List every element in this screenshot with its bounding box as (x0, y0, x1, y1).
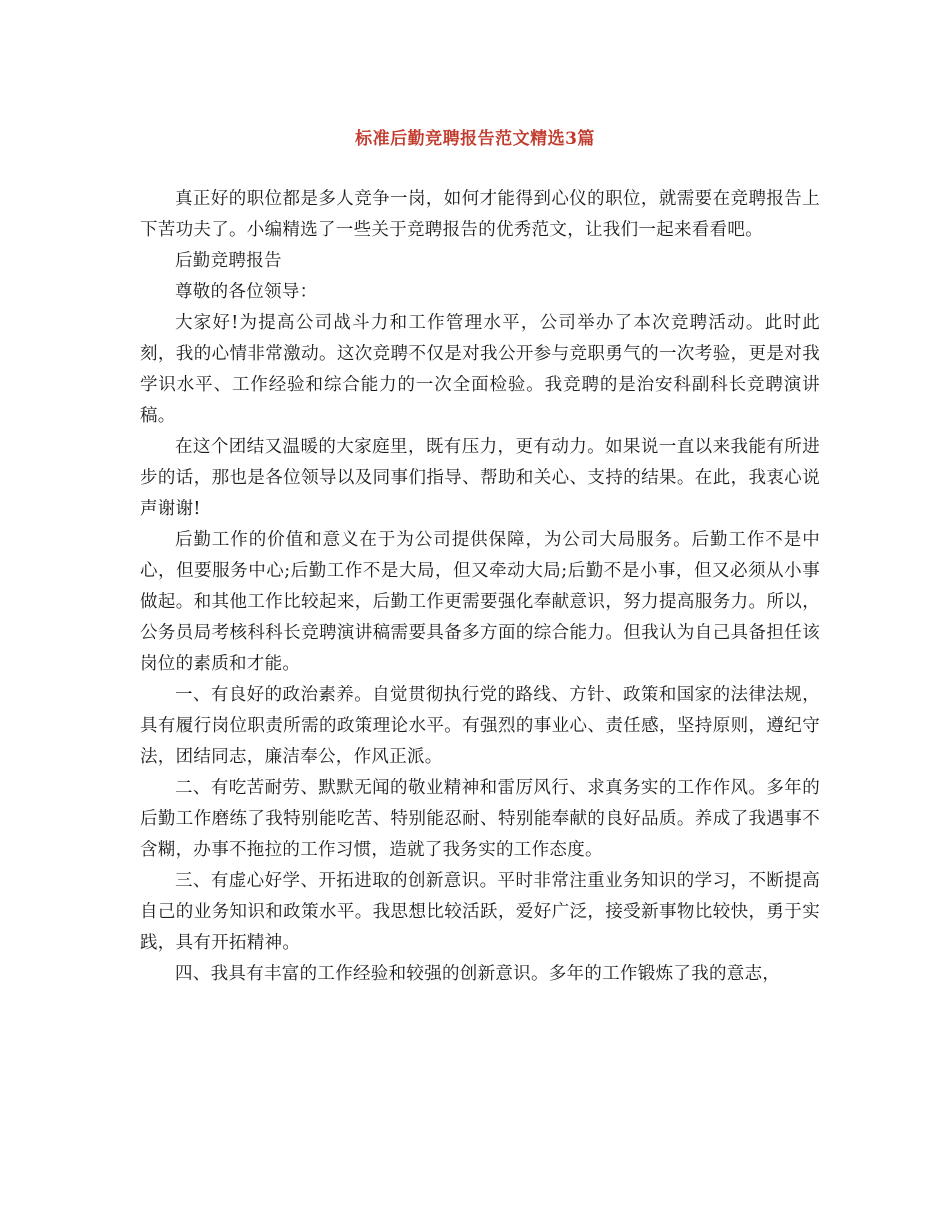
paragraph-thanks: 在这个团结又温暖的大家庭里，既有压力，更有动力。如果说一直以来我能有所进步的话，那也是各位领导以及同事们指导、帮助和关心、支持的结果。在此，我衷心说声谢谢! (140, 437, 820, 519)
paragraph-section-heading: 后勤竞聘报告 (175, 251, 282, 271)
paragraph-value-of-logistics: 后勤工作的价值和意义在于为公司提供保障，为公司大局服务。后勤工作不是中心，但要服务中心;后勤工作不是大局，但又牵动大局;后勤不是小事，但又必须从小事做起。和其他工作比较起来，后勤工作更需要强化奉献意识，努力提高服务力。所以，公务员局考核科科长竞聘演讲稿需要具备多方面的综合能力。但我认为自己具备担任该岗位的素质和才能。 (140, 530, 820, 674)
paragraph-greeting: 大家好!为提高公司战斗力和工作管理水平，公司举办了本次竞聘活动。此时此刻，我的心情非常激动。这次竞聘不仅是对我公开参与竞职勇气的一次考验，更是对我学识水平、工作经验和综合能力的一次全面检验。我竞聘的是治安科副科长竞聘演讲稿。 (140, 313, 820, 426)
paragraph-salutation: 尊敬的各位领导： (175, 282, 318, 302)
paragraph-point-four: 四、我具有丰富的工作经验和较强的创新意识。多年的工作锻炼了我的意志， (175, 964, 781, 984)
document-body (140, 184, 820, 990)
paragraph-intro: 真正好的职位都是多人竞争一岗，如何才能得到心仪的职位，就需要在竞聘报告上下苦功夫了。小编精选了一些关于竞聘报告的优秀范文，让我们一起来看看吧。 (140, 189, 820, 240)
document-title: 标准后勤竞聘报告范文精选3篇 (355, 129, 595, 149)
paragraph-point-three: 三、有虚心好学、开拓进取的创新意识。平时非常注重业务知识的学习，不断提高自己的业务知识和政策水平。我思想比较活跃，爱好广泛，接受新事物比较快，勇于实践，具有开拓精神。 (140, 871, 820, 953)
paragraph-point-two: 二、有吃苦耐劳、默默无闻的敬业精神和雷厉风行、求真务实的工作作风。多年的后勤工作磨练了我特别能吃苦、特别能忍耐、特别能奉献的良好品质。养成了我遇事不含糊，办事不拖拉的工作习惯，造就了我务实的工作态度。 (140, 778, 820, 860)
paragraph-point-one: 一、有良好的政治素养。自觉贯彻执行党的路线、方针、政策和国家的法律法规，具有履行岗位职责所需的政策理论水平。有强烈的事业心、责任感，坚持原则，遵纪守法，团结同志，廉洁奉公，作风正派。 (140, 685, 820, 767)
